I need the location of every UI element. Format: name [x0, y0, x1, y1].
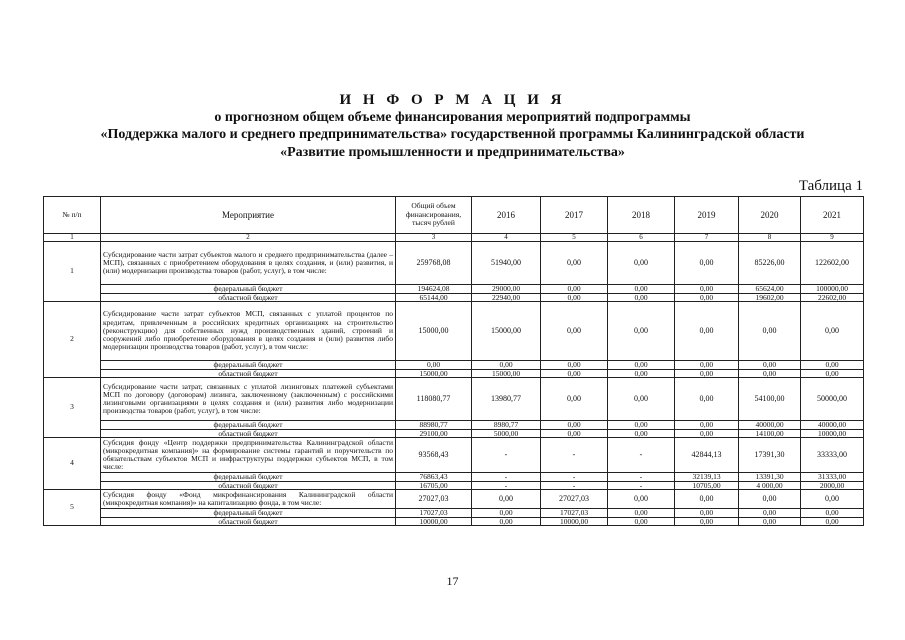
row-number: 1 [44, 242, 101, 302]
total-value: 0,00 [396, 361, 472, 370]
value-2016: 0,00 [472, 361, 541, 370]
value-2018: 0,00 [608, 302, 675, 361]
regional-budget-row [44, 369, 864, 378]
value-2016: 15000,00 [472, 369, 541, 378]
value-2018: 0,00 [608, 509, 675, 518]
total-value: 27027,03 [396, 490, 472, 509]
regional-budget-label: областной бюджет [101, 517, 396, 526]
column-number: 8 [739, 234, 801, 242]
column-number: 5 [541, 234, 608, 242]
measure-description: Субсидирование части затрат субъектов малого и среднего предпринимательства (далее – МСП), связанных с приобретением оборудования в целях создания, и (или) развития, и (или) модернизации производства товаров (работ, услуг), в том числе: [101, 242, 396, 285]
table-row [44, 490, 864, 509]
column-number: 4 [472, 234, 541, 242]
total-value: 10000,00 [396, 517, 472, 526]
total-value: 93568,43 [396, 438, 472, 473]
value-2019: 0,00 [675, 378, 739, 421]
row-number: 3 [44, 378, 101, 438]
measure-description: Субсидия фонду «Центр поддержки предпринимательства Калининградской области (микрокредитная компания)» на формирование системы гарантий и поручительств по обязательствам субъектов МСП и инфраструктуры поддержки субъектов МСП, в том числе: [101, 438, 396, 473]
value-2016: 29000,00 [472, 285, 541, 294]
value-2020: 54100,00 [739, 378, 801, 421]
row-number: 4 [44, 438, 101, 490]
value-2021: 22602,00 [801, 293, 864, 302]
value-2019: 10705,00 [675, 481, 739, 490]
table-row [44, 378, 864, 421]
value-2019: 0,00 [675, 429, 739, 438]
total-value: 16705,00 [396, 481, 472, 490]
value-2020: 19602,00 [739, 293, 801, 302]
total-value: 118080,77 [396, 378, 472, 421]
value-2019: 0,00 [675, 369, 739, 378]
column-number: 1 [44, 234, 101, 242]
value-2017: 17027,03 [541, 509, 608, 518]
value-2017: 0,00 [541, 429, 608, 438]
column-number: 3 [396, 234, 472, 242]
value-2016: 0,00 [472, 490, 541, 509]
total-value: 259768,08 [396, 242, 472, 285]
value-2019: 42844,13 [675, 438, 739, 473]
financing-table [43, 196, 864, 526]
total-value: 88980,77 [396, 421, 472, 430]
value-2019: 0,00 [675, 490, 739, 509]
value-2019: 0,00 [675, 285, 739, 294]
regional-budget-row [44, 481, 864, 490]
regional-budget-row [44, 517, 864, 526]
col-header-measure: Мероприятие [101, 197, 396, 234]
col-header-total: Общий объем финансирования, тысяч рублей [396, 197, 472, 234]
federal-budget-label: федеральный бюджет [101, 361, 396, 370]
col-header-2021: 2021 [801, 197, 864, 234]
value-2018: 0,00 [608, 378, 675, 421]
value-2021: 2000,00 [801, 481, 864, 490]
col-header-2018: 2018 [608, 197, 675, 234]
value-2020: 13391,30 [739, 473, 801, 482]
federal-budget-label: федеральный бюджет [101, 421, 396, 430]
value-2017: - [541, 438, 608, 473]
value-2016: 15000,00 [472, 302, 541, 361]
federal-budget-row [44, 473, 864, 482]
value-2016: 22940,00 [472, 293, 541, 302]
col-header-2016: 2016 [472, 197, 541, 234]
value-2020: 4 000,00 [739, 481, 801, 490]
value-2018: 0,00 [608, 421, 675, 430]
table-row [44, 242, 864, 285]
value-2019: 0,00 [675, 302, 739, 361]
value-2016: 8980,77 [472, 421, 541, 430]
value-2018: 0,00 [608, 429, 675, 438]
value-2018: 0,00 [608, 517, 675, 526]
column-number-row [44, 234, 864, 242]
value-2021: 50000,00 [801, 378, 864, 421]
value-2018: 0,00 [608, 242, 675, 285]
total-value: 15000,00 [396, 302, 472, 361]
measure-description: Субсидия фонду «Фонд микрофинансирования Калининградской области (микрокредитная компания)» на капитализацию фонда, в том числе: [101, 490, 396, 509]
value-2016: - [472, 473, 541, 482]
table-row [44, 302, 864, 361]
value-2021: 31333,00 [801, 473, 864, 482]
value-2021: 100000,00 [801, 285, 864, 294]
value-2020: 0,00 [739, 517, 801, 526]
col-header-2020: 2020 [739, 197, 801, 234]
value-2020: 17391,30 [739, 438, 801, 473]
value-2021: 0,00 [801, 517, 864, 526]
value-2019: 0,00 [675, 293, 739, 302]
subtitle-line-3: «Развитие промышленности и предпринимательства» [280, 145, 625, 160]
value-2017: 0,00 [541, 378, 608, 421]
value-2018: - [608, 473, 675, 482]
value-2018: - [608, 481, 675, 490]
total-value: 76863,43 [396, 473, 472, 482]
table-row [44, 438, 864, 473]
value-2018: 0,00 [608, 490, 675, 509]
column-number: 7 [675, 234, 739, 242]
value-2021: 0,00 [801, 369, 864, 378]
value-2020: 0,00 [739, 509, 801, 518]
federal-budget-row [44, 285, 864, 294]
value-2020: 65624,00 [739, 285, 801, 294]
page-number: 17 [446, 574, 459, 588]
total-value: 17027,03 [396, 509, 472, 518]
header-row [44, 197, 864, 234]
value-2016: 0,00 [472, 517, 541, 526]
federal-budget-label: федеральный бюджет [101, 285, 396, 294]
total-value: 29100,00 [396, 429, 472, 438]
value-2017: 0,00 [541, 302, 608, 361]
subtitle-line-1: о прогнозном общем объеме финансирования мероприятий подпрограммы [214, 110, 691, 125]
federal-budget-label: федеральный бюджет [101, 473, 396, 482]
value-2020: 85226,00 [739, 242, 801, 285]
value-2016: 51940,00 [472, 242, 541, 285]
col-header-2017: 2017 [541, 197, 608, 234]
regional-budget-label: областной бюджет [101, 481, 396, 490]
value-2021: 0,00 [801, 302, 864, 361]
value-2019: 32139,13 [675, 473, 739, 482]
value-2019: 0,00 [675, 242, 739, 285]
federal-budget-row [44, 421, 864, 430]
table-label: Таблица 1 [798, 178, 863, 194]
value-2016: - [472, 481, 541, 490]
regional-budget-row [44, 293, 864, 302]
value-2019: 0,00 [675, 421, 739, 430]
value-2017: 0,00 [541, 285, 608, 294]
measure-description: Субсидирование части затрат субъектов МСП, связанных с уплатой процентов по кредитам, привлеченным в российских кредитных организациях на строительство (реконструкцию) для собственных нужд производственных зданий, строений и сооружений либо приобретение оборудования в целях создания и (или) развития либо модернизации производства товаров (работ, услуг), в том числе: [101, 302, 396, 361]
value-2017: - [541, 473, 608, 482]
value-2019: 0,00 [675, 509, 739, 518]
regional-budget-label: областной бюджет [101, 369, 396, 378]
value-2020: 0,00 [739, 361, 801, 370]
value-2017: 0,00 [541, 361, 608, 370]
value-2017: 0,00 [541, 421, 608, 430]
value-2018: 0,00 [608, 361, 675, 370]
value-2021: 122602,00 [801, 242, 864, 285]
value-2020: 0,00 [739, 302, 801, 361]
document-title: И Н Ф О Р М А Ц И Я [339, 92, 566, 108]
value-2019: 0,00 [675, 361, 739, 370]
measure-description: Субсидирование части затрат, связанных с уплатой лизинговых платежей субъектами МСП по договору (договорам) лизинга, заключенному (заключенным) с российскими лизинговыми организациями в целях создания и (или) развития либо модернизации производства товаров (работ, услуг), в том числе: [101, 378, 396, 421]
value-2018: - [608, 438, 675, 473]
col-header-no: № п/п [44, 197, 101, 234]
column-number: 9 [801, 234, 864, 242]
federal-budget-row [44, 361, 864, 370]
total-value: 15000,00 [396, 369, 472, 378]
value-2018: 0,00 [608, 285, 675, 294]
value-2016: 0,00 [472, 509, 541, 518]
value-2020: 40000,00 [739, 421, 801, 430]
value-2020: 14100,00 [739, 429, 801, 438]
value-2017: 0,00 [541, 293, 608, 302]
regional-budget-row [44, 429, 864, 438]
column-number: 2 [101, 234, 396, 242]
federal-budget-label: федеральный бюджет [101, 509, 396, 518]
row-number: 2 [44, 302, 101, 378]
value-2016: - [472, 438, 541, 473]
value-2021: 0,00 [801, 490, 864, 509]
value-2021: 10000,00 [801, 429, 864, 438]
value-2018: 0,00 [608, 369, 675, 378]
value-2021: 40000,00 [801, 421, 864, 430]
value-2020: 0,00 [739, 490, 801, 509]
col-header-2019: 2019 [675, 197, 739, 234]
value-2017: 0,00 [541, 369, 608, 378]
value-2019: 0,00 [675, 517, 739, 526]
value-2017: 10000,00 [541, 517, 608, 526]
federal-budget-row [44, 509, 864, 518]
value-2016: 13980,77 [472, 378, 541, 421]
value-2017: - [541, 481, 608, 490]
value-2017: 0,00 [541, 242, 608, 285]
value-2018: 0,00 [608, 293, 675, 302]
value-2021: 0,00 [801, 361, 864, 370]
value-2017: 27027,03 [541, 490, 608, 509]
column-number: 6 [608, 234, 675, 242]
value-2021: 0,00 [801, 509, 864, 518]
subtitle-line-2: «Поддержка малого и среднего предпринимательства» государственной программы Калининградской области [100, 127, 805, 142]
value-2021: 33333,00 [801, 438, 864, 473]
value-2016: 5000,00 [472, 429, 541, 438]
value-2020: 0,00 [739, 369, 801, 378]
regional-budget-label: областной бюджет [101, 293, 396, 302]
regional-budget-label: областной бюджет [101, 429, 396, 438]
total-value: 194624,08 [396, 285, 472, 294]
total-value: 65144,00 [396, 293, 472, 302]
row-number: 5 [44, 490, 101, 526]
